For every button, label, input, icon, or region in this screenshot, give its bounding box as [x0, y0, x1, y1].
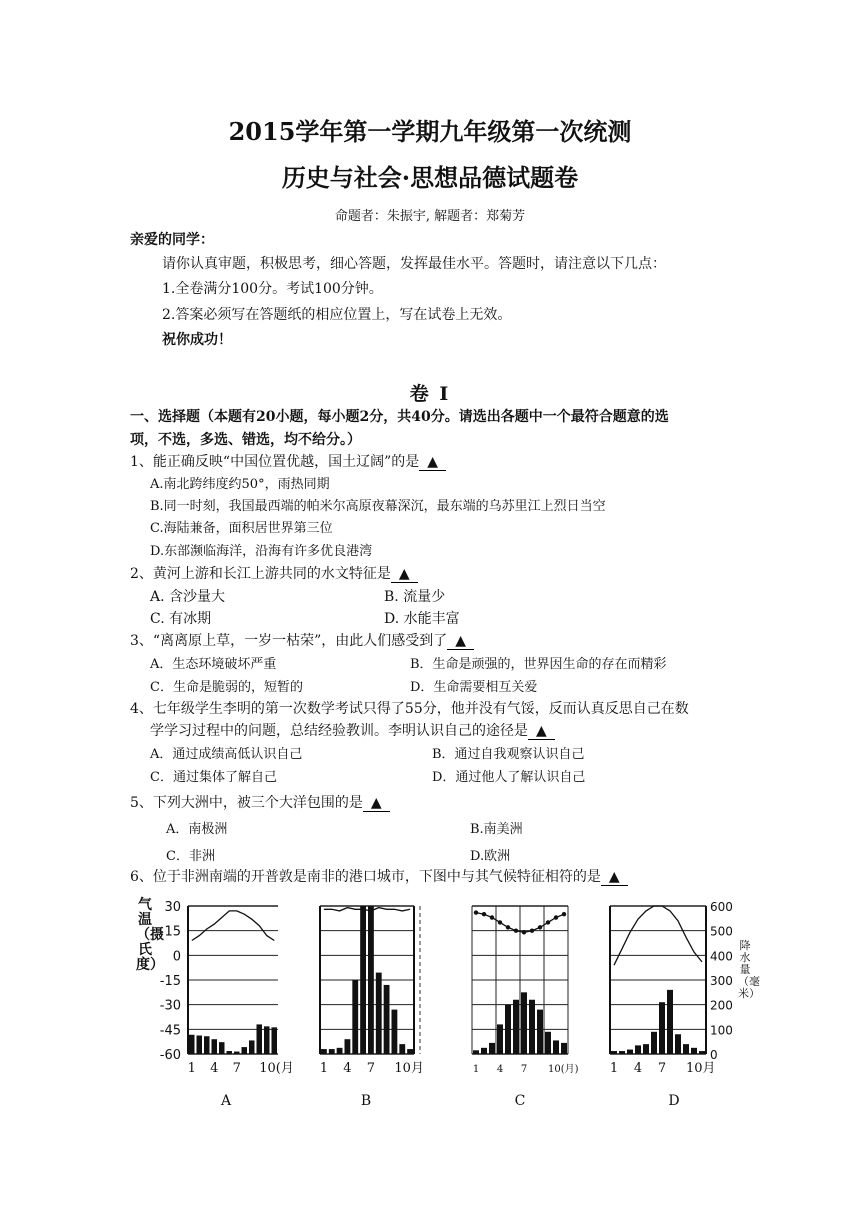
q4-option-a: A．通过成绩高低认识自己 [150, 747, 303, 762]
exam-title-line2: 历史与社会·思想品德试题卷 [281, 163, 579, 192]
answer-blank: ▲ [363, 795, 390, 812]
month-tick-label: 7 [520, 1064, 528, 1075]
temperature-tick-label: 0 [172, 949, 181, 965]
precipitation-bar [529, 1000, 535, 1054]
temperature-axis-title: 气温（摄氏度） [136, 897, 164, 973]
precipitation-tick-label: 200 [710, 998, 733, 1013]
month-tick-label: 10月 [686, 1061, 716, 1076]
precipitation-bar [553, 1040, 559, 1054]
notice-rule-2: 2.答案必须写在答题纸的相应位置上，写在试卷上无效。 [162, 307, 512, 323]
precipitation-tick-label: 600 [710, 900, 733, 914]
precipitation-bar [481, 1048, 487, 1054]
q3-option-a: A．生态环境破坏严重 [150, 657, 277, 672]
climate-charts [0, 880, 860, 1120]
month-tick-label: 7 [657, 1061, 667, 1076]
precipitation-bar [505, 1005, 511, 1054]
q3-option-d: D．生命需要相互关爱 [410, 680, 538, 695]
precipitation-bar [513, 1000, 519, 1054]
temperature-tick-label: -45 [159, 1023, 181, 1039]
temperature-point [490, 915, 494, 919]
month-tick-label: 4 [210, 1061, 219, 1076]
temperature-point [522, 930, 526, 934]
temperature-point [514, 928, 518, 932]
precipitation-bar [667, 990, 673, 1054]
q1-option-c: C.海陆兼备，面积居世界第三位 [150, 521, 333, 536]
precipitation-bar [227, 1051, 233, 1054]
question-2-stem: 2、黄河上游和长江上游共同的水文特征是 ▲ [130, 563, 418, 583]
precipitation-bar [384, 985, 390, 1054]
q1-option-b: B.同一时刻，我国最西端的帕米尔高原夜幕深沉，最东端的乌苏里江上烈日当空 [150, 499, 606, 514]
precipitation-bar [407, 1049, 413, 1054]
precipitation-bar [643, 1044, 649, 1054]
temperature-point [538, 925, 542, 929]
exam-authors: 命题者：朱振宇, 解题者：郑菊芳 [334, 209, 526, 224]
precipitation-bar [683, 1044, 689, 1054]
answer-blank: ▲ [391, 566, 418, 583]
q4-option-d: D．通过他人了解认识自己 [432, 770, 586, 785]
month-tick-label: 7 [232, 1061, 241, 1076]
precipitation-bar [368, 906, 374, 1054]
month-tick-label: 4 [496, 1064, 504, 1075]
precipitation-bar [272, 1027, 278, 1054]
precipitation-bar [392, 1010, 398, 1054]
temperature-point [482, 912, 486, 916]
question-3-stem: 3、“离离原上草，一岁一枯荣”，由此人们感受到了 ▲ [130, 630, 474, 650]
question-1-stem: 1、能正确反映“中国位置优越，国土辽阔”的是 ▲ [130, 451, 446, 471]
chart-label-b: B [360, 1093, 372, 1109]
month-tick-label: 4 [633, 1061, 643, 1076]
temperature-tick-label: 30 [164, 900, 181, 915]
precipitation-bar [376, 973, 382, 1054]
temperature-tick-label: -15 [159, 974, 181, 989]
precipitation-tick-label: 100 [710, 1023, 733, 1038]
precipitation-bar [189, 1035, 195, 1054]
month-tick-label: 1 [187, 1061, 196, 1076]
temperature-tick-label: 15 [164, 924, 181, 940]
temperature-curve [324, 908, 410, 911]
temperature-point [530, 928, 534, 932]
precipitation-bar [691, 1048, 697, 1054]
answer-blank: ▲ [447, 633, 474, 650]
q4-option-b: B．通过自我观察认识自己 [432, 747, 585, 762]
month-tick-label: 10(月) [548, 1064, 579, 1075]
temperature-point [498, 920, 502, 924]
q5-option-a: A．南极洲 [166, 822, 228, 837]
notice-intro: 请你认真审题，积极思考，细心答题，发挥最佳水平。答题时，请注意以下几点： [162, 256, 666, 272]
precipitation-bar [337, 1048, 343, 1054]
precipitation-tick-label: 0 [710, 1048, 718, 1062]
q5-option-c: C．非洲 [166, 849, 215, 864]
precipitation-bar [497, 1024, 503, 1054]
q2-option-b: B. 流量少 [384, 589, 446, 605]
precipitation-bar [257, 1024, 263, 1054]
precipitation-bar [345, 1039, 351, 1054]
q1-option-d: D.东部濒临海洋，沿海有许多优良港湾 [150, 544, 373, 559]
month-tick-label: 10月 [394, 1061, 424, 1076]
precipitation-bar [561, 1043, 567, 1054]
precipitation-bar [473, 1050, 479, 1054]
precipitation-bar [212, 1039, 218, 1054]
question-4-stem-line2: 学学习过程中的问题，总结经验教训。李明认识自己的途径是 ▲ [150, 720, 555, 740]
question-6-stem: 6、位于非洲南端的开普敦是南非的港口城市，下图中与其气候特征相符的是 ▲ [130, 866, 628, 886]
precipitation-bar [321, 1049, 327, 1054]
temperature-tick-label: -60 [159, 1048, 181, 1063]
precipitation-bar [537, 1010, 543, 1054]
precipitation-bar [611, 1051, 617, 1054]
month-tick-label: 7 [366, 1061, 376, 1076]
chart-label-d: D [668, 1093, 680, 1109]
precipitation-bar [651, 1032, 657, 1054]
answer-blank: ▲ [528, 723, 555, 740]
greeting: 亲爱的同学： [130, 232, 214, 248]
month-tick-label: 1 [472, 1064, 480, 1075]
precipitation-bar [352, 980, 358, 1054]
q3-option-b: B．生命是顽强的，世界因生命的存在而精彩 [410, 657, 667, 672]
precipitation-tick-label: 300 [710, 974, 733, 988]
precipitation-bar [219, 1042, 225, 1054]
precipitation-bar [699, 1051, 705, 1054]
precipitation-bar [635, 1045, 641, 1054]
temperature-point [506, 925, 510, 929]
chart-label-a: A [220, 1093, 232, 1109]
q5-option-b: B.南美洲 [470, 822, 523, 837]
precipitation-bar [399, 1044, 405, 1054]
section-heading-line1: 一、选择题（本题有20小题，每小题2分，共40分。请选出各题中一个最符合题意的选 [130, 409, 669, 425]
precipitation-bar [521, 992, 527, 1054]
q3-option-c: C．生命是脆弱的，短暂的 [150, 680, 303, 695]
precipitation-bar [249, 1040, 255, 1054]
month-tick-label: 1 [609, 1061, 619, 1076]
precipitation-bar [242, 1047, 248, 1054]
question-4-stem-line1: 4、七年级学生李明的第一次数学考试只得了55分，他并没有气馁，反而认真反思自己在数 [130, 701, 689, 717]
volume-heading: 卷 Ⅰ [409, 383, 451, 405]
precipitation-axis-title: 降水量（毫米） [738, 939, 760, 1000]
precipitation-tick-label: 500 [710, 924, 733, 939]
chart-label-c: C [514, 1093, 526, 1109]
answer-blank: ▲ [419, 454, 446, 471]
answer-blank: ▲ [601, 869, 628, 886]
temperature-curve [192, 911, 274, 941]
temperature-point [554, 915, 558, 919]
temperature-point [474, 910, 478, 914]
notice-rule-1: 1.全卷满分100分。考试100分钟。 [162, 281, 383, 297]
precipitation-bar [197, 1036, 203, 1055]
precipitation-tick-label: 400 [710, 949, 733, 964]
temperature-point [546, 920, 550, 924]
q2-option-d: D. 水能丰富 [384, 611, 460, 627]
question-5-stem: 5、下列大洲中，被三个大洋包围的是 ▲ [130, 792, 390, 812]
temperature-tick-label: -30 [159, 998, 181, 1014]
precipitation-bar [659, 1002, 665, 1054]
exam-title-line1: 2015学年第一学期九年级第一次统测 [228, 117, 632, 146]
precipitation-bar [329, 1049, 335, 1054]
temperature-curve [614, 906, 702, 965]
q2-option-c: C. 有冰期 [150, 611, 212, 627]
precipitation-bar [675, 1034, 681, 1054]
precipitation-bar [545, 1032, 551, 1054]
precipitation-bar [204, 1036, 210, 1054]
section-heading-line2: 项，不选，多选、错选，均不给分。） [130, 432, 361, 448]
precipitation-bar [489, 1043, 495, 1054]
precipitation-bar [264, 1026, 270, 1054]
q5-option-d: D.欧洲 [470, 849, 511, 864]
month-tick-label: 10(月 [259, 1061, 294, 1076]
q4-option-c: C．通过集体了解自己 [150, 770, 277, 785]
temperature-point [562, 912, 566, 916]
month-tick-label: 1 [319, 1061, 329, 1076]
precipitation-bar [627, 1050, 633, 1054]
precipitation-bar [619, 1051, 625, 1054]
month-tick-label: 4 [343, 1061, 352, 1076]
q2-option-a: A. 含沙量大 [150, 589, 226, 605]
notice-wish: 祝你成功！ [162, 332, 232, 348]
q1-option-a: A.南北跨纬度约50°，雨热同期 [150, 477, 330, 492]
precipitation-bar [360, 906, 366, 1054]
precipitation-bar [234, 1052, 240, 1054]
